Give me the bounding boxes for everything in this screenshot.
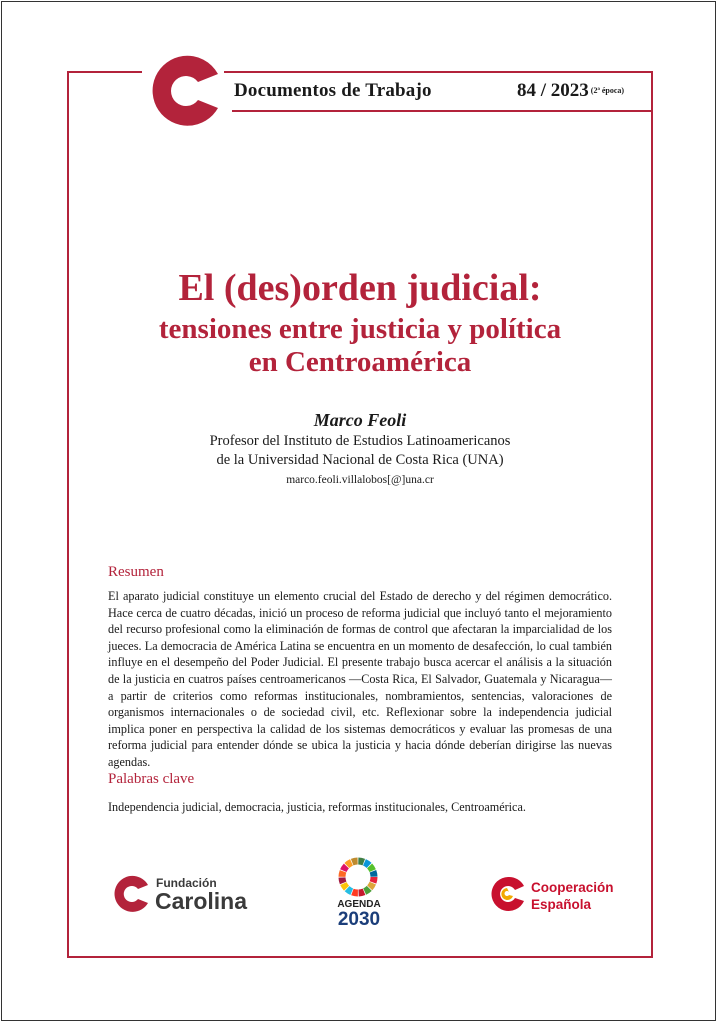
agenda-2030-wheel-icon	[337, 856, 379, 898]
agenda-label: AGENDA	[337, 899, 381, 910]
fundacion-label: Fundación	[156, 876, 217, 890]
author-name: Marco Feoli	[313, 410, 407, 430]
document-frame	[67, 71, 653, 958]
agenda-year-label: 2030	[337, 909, 381, 930]
author-affiliation-line-2: de la Universidad Nacional de Costa Rica (UNA)	[216, 452, 504, 468]
series-title: Documentos de Trabajo	[234, 80, 432, 101]
fundacion-carolina-c-logo-icon	[142, 46, 224, 136]
issue-number: 84 / 2023 (2ª época)	[517, 80, 625, 101]
espanola-label: Española	[531, 897, 592, 912]
author-email: marco.feoli.villalobos[@]una.cr	[286, 474, 434, 486]
title-line-1: El (des)orden judicial:	[178, 267, 542, 309]
keywords-heading: Palabras clave	[108, 771, 195, 787]
cooperacion-espanola-logo-icon	[487, 873, 527, 915]
title-line-2: tensiones entre justicia y política	[158, 313, 562, 345]
carolina-label: Carolina	[155, 888, 248, 914]
keywords-text: Independencia judicial, democracia, justicia, reformas institucionales, Centroamérica.	[108, 800, 526, 814]
header-rule	[232, 110, 652, 112]
epoca-label: (2ª época)	[590, 86, 625, 95]
abstract-text: El aparato judicial constituye un elemento crucial del Estado de derecho y del régimen democrático. Hace cerca de cuatro décadas, inició un proceso de reforma judicial que incluyó tanto el mejoramiento del recurso profesional como la eliminación de formas de control que afectaran la imparcialidad de los jueces. La democracia de América Latina se encuentra en un momento de desafección, lo cual también influye en el desempeño del Poder Judicial. El presente trabajo busca acercar el análisis a la situación de la justicia en cuatros países centroamericanos —Costa Rica, El Salvador, Guatemala y Nicaragua— a partir de criterios como reformas institucionales, nombramientos, sentencias, valoraciones de organismos internacionales o de sociedad civil, etc. Reflexionar sobre la independencia judicial implica poner en perspectiva la calidad de los sistemas democráticos y evaluar las promesas de una reforma judicial para entender dónde se ubica la justicia y hacia dónde deberían dirigirse las nuevas agendas.	[108, 589, 612, 769]
cooperacion-label: Cooperación	[531, 880, 614, 895]
author-affiliation-line-1: Profesor del Instituto de Estudios Latinoamericanos	[209, 433, 511, 449]
title-line-3: en Centroamérica	[248, 346, 472, 378]
fundacion-carolina-logo-icon	[110, 872, 150, 916]
abstract-heading: Resumen	[108, 564, 164, 580]
